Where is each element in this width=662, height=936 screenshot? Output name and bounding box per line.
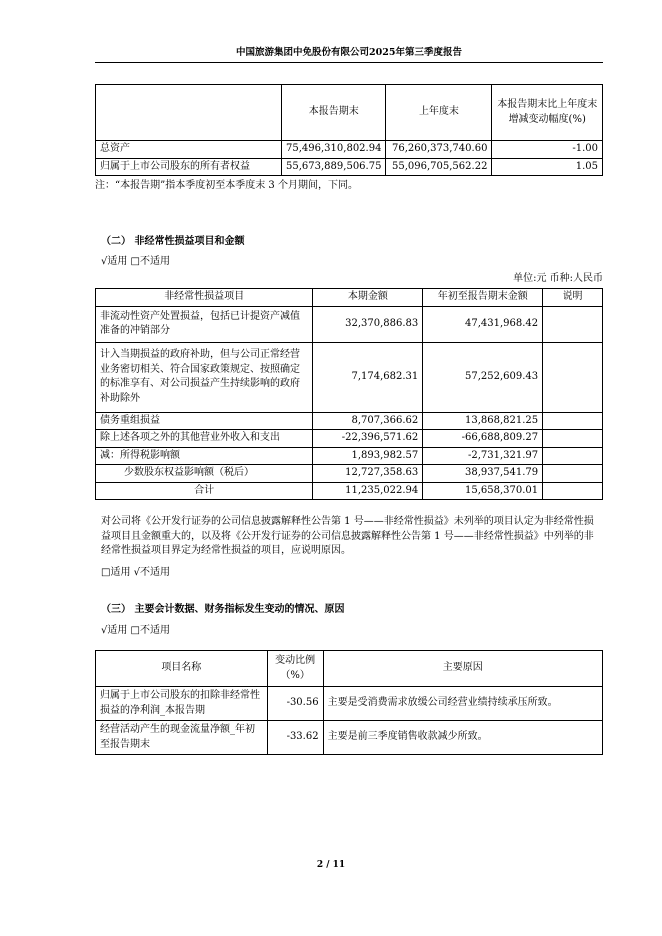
table-row bbox=[96, 158, 603, 176]
table-header-cell bbox=[96, 85, 282, 141]
table-row bbox=[96, 412, 603, 430]
row-label: 除上述各项之外的其他营业外收入和支出 bbox=[96, 430, 313, 448]
balance-table bbox=[95, 84, 603, 176]
cell-value: -22,396,571.62 bbox=[313, 430, 423, 448]
section2-para-applicability: □适用 √不适用 bbox=[101, 567, 170, 578]
row-label: 减：所得税影响额 bbox=[96, 447, 313, 465]
row-label: 合计 bbox=[96, 482, 313, 500]
section3-applicability: √适用 □不适用 bbox=[101, 625, 170, 636]
cell-value bbox=[543, 465, 603, 483]
table-row bbox=[96, 465, 603, 483]
cell-value: 7,174,682.31 bbox=[313, 342, 423, 412]
table-row bbox=[96, 482, 603, 500]
table-row bbox=[96, 430, 603, 448]
page-number: 2 / 11 bbox=[316, 860, 346, 870]
table-header-cell: 项目名称 bbox=[96, 651, 268, 687]
table-header-cell: 本期金额 bbox=[313, 289, 423, 307]
cell-value: 15,658,370.01 bbox=[423, 482, 543, 500]
table-header-cell: 本报告期末比上年度末增减变动幅度(%) bbox=[492, 85, 603, 141]
changes-table bbox=[95, 650, 603, 755]
row-label: 经营活动产生的现金流量净额_年初至报告期末 bbox=[96, 721, 268, 755]
row-label: 少数股东权益影响额（税后） bbox=[96, 465, 313, 483]
cell-value: 11,235,022.94 bbox=[313, 482, 423, 500]
cell-value: 47,431,968.42 bbox=[423, 306, 543, 342]
cell-value: 57,252,609.43 bbox=[423, 342, 543, 412]
table-row bbox=[96, 141, 603, 159]
cell-value bbox=[543, 482, 603, 500]
table-header-cell: 说明 bbox=[543, 289, 603, 307]
cell-value: 55,096,705,562.22 bbox=[386, 158, 492, 176]
cell-value: 13,868,821.25 bbox=[423, 412, 543, 430]
cell-value: 主要是前三季度销售收款减少所致。 bbox=[323, 721, 602, 755]
table-row bbox=[96, 342, 603, 412]
cell-value bbox=[543, 430, 603, 448]
table-row bbox=[96, 687, 603, 721]
cell-value: 76,260,373,740.60 bbox=[386, 141, 492, 159]
cell-value: 12,727,358.63 bbox=[313, 465, 423, 483]
table-header-cell: 变动比例（%） bbox=[267, 651, 323, 687]
cell-value: 1.05 bbox=[492, 158, 603, 176]
section3-title: （三） 主要会计数据、财务指标发生变动的情况、原因 bbox=[101, 604, 345, 615]
row-label: 计入当期损益的政府补助，但与公司正常经营业务密切相关、符合国家政策规定、按照确定的标准享有、对公司损益产生持续影响的政府补助除外 bbox=[96, 342, 313, 412]
section2-paragraph: 对公司将《公开发行证券的公司信息披露解释性公告第 1 号——非经常性损益》未列举的项目认定为非经常性损益项目且金额重大的，以及将《公开发行证券的公司信息披露解释性公告第 1 号——非经常性损益》中列举的非经常性损益项目界定为经常性损益的项目，应说明原因。 bbox=[101, 516, 594, 556]
cell-value: -1.00 bbox=[492, 141, 603, 159]
cell-value: -30.56 bbox=[267, 687, 323, 721]
row-label: 归属于上市公司股东的所有者权益 bbox=[96, 158, 282, 176]
cell-value: 主要是受消费需求放缓公司经营业绩持续承压所致。 bbox=[323, 687, 602, 721]
cell-value: 1,893,982.57 bbox=[313, 447, 423, 465]
section2-applicability: √适用 □不适用 bbox=[101, 256, 170, 267]
row-label: 归属于上市公司股东的扣除非经常性损益的净利润_本报告期 bbox=[96, 687, 268, 721]
cell-value: 75,496,310,802.94 bbox=[282, 141, 386, 159]
table-header-cell: 主要原因 bbox=[323, 651, 602, 687]
row-label: 非流动性资产处置损益，包括已计提资产减值准备的冲销部分 bbox=[96, 306, 313, 342]
cell-value bbox=[543, 412, 603, 430]
cell-value: -33.62 bbox=[267, 721, 323, 755]
cell-value bbox=[543, 447, 603, 465]
cell-value: -2,731,321.97 bbox=[423, 447, 543, 465]
section2-title: （二） 非经常性损益项目和金额 bbox=[101, 236, 245, 247]
table-header-cell: 上年度末 bbox=[386, 85, 492, 141]
row-label: 债务重组损益 bbox=[96, 412, 313, 430]
table-header-cell: 年初至报告期末金额 bbox=[423, 289, 543, 307]
cell-value: 38,937,541.79 bbox=[423, 465, 543, 483]
cell-value bbox=[543, 342, 603, 412]
table-row bbox=[96, 447, 603, 465]
table-row bbox=[96, 306, 603, 342]
page-header: 中国旅游集团中免股份有限公司2025年第三季度报告 bbox=[95, 46, 603, 63]
cell-value: 8,707,366.62 bbox=[313, 412, 423, 430]
table-row bbox=[96, 721, 603, 755]
cell-value: 32,370,886.83 bbox=[313, 306, 423, 342]
cell-value: -66,688,809.27 bbox=[423, 430, 543, 448]
table-header-cell: 非经常性损益项目 bbox=[96, 289, 313, 307]
table-header-cell: 本报告期末 bbox=[282, 85, 386, 141]
unit-label: 单位:元 币种:人民币 bbox=[513, 273, 603, 284]
balance-note: 注：“本报告期”指本季度初至本季度末 3 个月期间，下同。 bbox=[95, 180, 358, 191]
row-label: 总资产 bbox=[96, 141, 282, 159]
cell-value bbox=[543, 306, 603, 342]
nonrecurring-table bbox=[95, 288, 603, 500]
cell-value: 55,673,889,506.75 bbox=[282, 158, 386, 176]
